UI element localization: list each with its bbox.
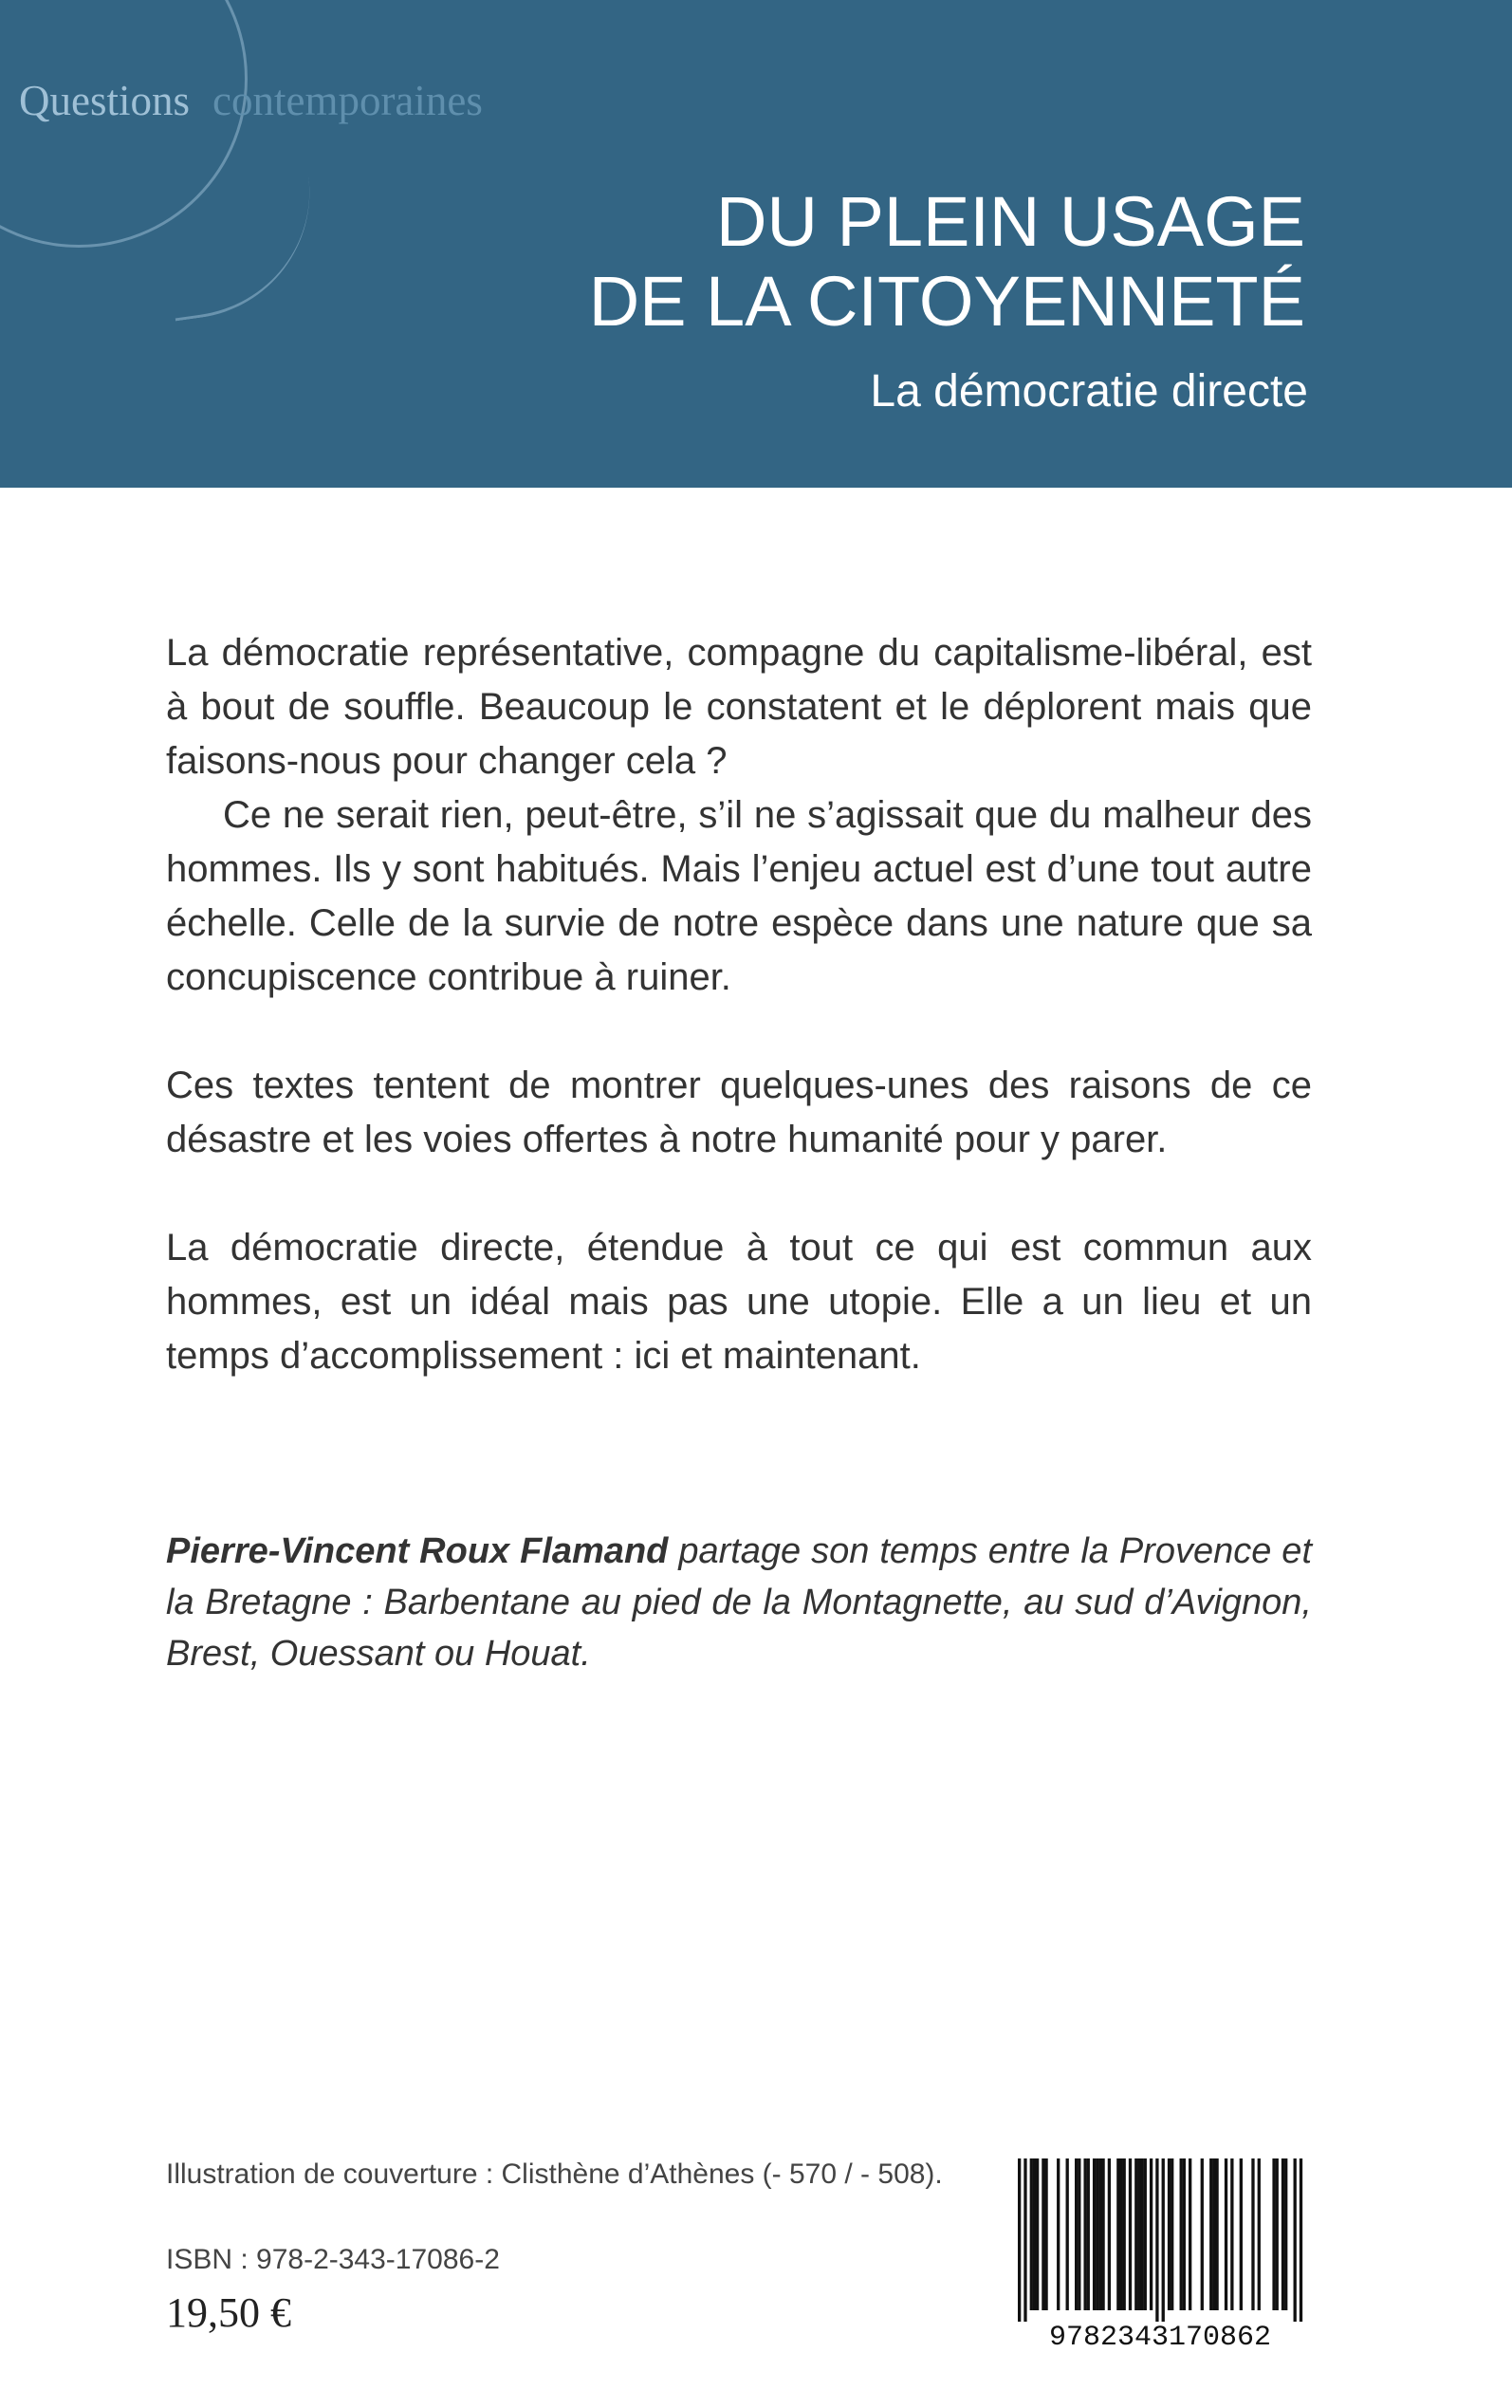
barcode-bar [1212,2158,1215,2310]
barcode-bar [1137,2158,1140,2310]
barcode-bar [1215,2158,1218,2310]
barcode-bar [1134,2158,1137,2310]
book-subtitle: La démocratie directe [870,366,1308,417]
barcode-bar [1189,2158,1191,2310]
q-logo-tail [158,176,326,322]
barcode-bar [1036,2158,1039,2310]
blurb-paragraph-1: La démocratie représentative, compagne du capitalisme-libéral, est à bout de souffle. Beaucoup le constatent et le déplorent mais que faisons-nous pour changer cela ? [166,632,1312,782]
barcode-bar [1201,2158,1204,2310]
price: 19,50 € [166,2289,291,2336]
blurb-paragraph-3: Ces textes tentent de montrer quelques-unes des raisons de ce désastre et les voies offertes à notre humanité pour y parer. [166,1065,1312,1160]
barcode-bar [1168,2158,1171,2310]
barcode-bar [1123,2158,1126,2310]
barcode-bar [1042,2158,1044,2310]
barcode-bar [1044,2158,1047,2310]
barcode-bar [1023,2158,1026,2322]
barcode-bar [1129,2158,1132,2310]
barcode-bar [1030,2158,1033,2310]
blurb [166,626,1312,1383]
barcode-bar [1251,2158,1254,2310]
barcode-bar [1230,2158,1233,2310]
barcode-bar [1098,2158,1101,2310]
barcode [1008,2158,1312,2348]
collection-name [19,76,483,125]
barcode-bar [1282,2158,1284,2310]
barcode-bar [1183,2158,1186,2310]
isbn: ISBN : 978-2-343-17086-2 [166,2244,500,2275]
barcode-bar [1078,2158,1080,2310]
title-line-1: DU PLEIN USAGE [716,182,1305,261]
barcode-bar [1096,2158,1098,2310]
barcode-bar [1018,2158,1021,2322]
blurb-paragraph-4: La démocratie directe, étendue à tout ce qui est commun aux hommes, est un idéal mais pas une utopie. Elle a un lieu et un temps d’accomplissement : ici et maintenant. [166,1227,1312,1377]
barcode-bar [1087,2158,1090,2310]
barcode-bar [1033,2158,1036,2310]
barcode-bar [1150,2158,1152,2310]
barcode-bar [1101,2158,1104,2310]
header-band [0,0,1512,488]
barcode-bar [1119,2158,1122,2310]
barcode-bar [1093,2158,1096,2310]
barcode-bar [1258,2158,1261,2310]
barcode-bar [1240,2158,1243,2310]
barcode-bar [1083,2158,1086,2310]
barcode-bar [1144,2158,1147,2310]
barcode-bar [1075,2158,1078,2310]
barcode-digits: 9782343170862 [1048,2322,1272,2348]
barcode-bars [1018,2158,1302,2322]
illustration-credit: Illustration de couverture : Clisthène d’Athènes (- 570 / - 508). [166,2158,943,2190]
blurb-paragraph-2: Ce ne serait rien, peut-être, s’il ne s’agissait que du malheur des hommes. Ils y sont habitués. Mais l’enjeu actuel est d’une tout autre échelle. Celle de la survie de notre espèce dans une nature que sa concupiscence contribue à ruiner. [166,794,1312,998]
collection-word-1: Questions [19,77,190,124]
author-name: Pierre-Vincent Roux Flamand [166,1531,669,1571]
barcode-bar [1116,2158,1119,2310]
barcode-bar [1140,2158,1143,2310]
barcode-bar [1225,2158,1227,2310]
barcode-bar [1180,2158,1183,2310]
author-bio-text: partage son temps entre la Provence et la Bretagne : Barbentane au pied de la Montagnette, au sud d’Avignon, Brest, Ouessant ou Houat. [166,1531,1312,1674]
barcode-bar [1057,2158,1060,2310]
barcode-bar [1108,2158,1111,2310]
barcode-bar [1066,2158,1069,2310]
author-bio [166,1526,1312,1679]
barcode-bar [1155,2158,1158,2322]
barcode-bar [1209,2158,1212,2310]
title-line-2: DE LA CITOYENNETÉ [588,262,1305,341]
barcode-bar [1300,2158,1302,2322]
barcode-bar [1171,2158,1173,2310]
book-title [589,182,1305,342]
barcode-bar [1294,2158,1297,2322]
barcode-bar [1272,2158,1275,2310]
barcode-bar [1162,2158,1165,2322]
collection-word-2: contemporaines [212,77,483,124]
barcode-bar [1284,2158,1287,2310]
barcode-bar [1276,2158,1279,2310]
